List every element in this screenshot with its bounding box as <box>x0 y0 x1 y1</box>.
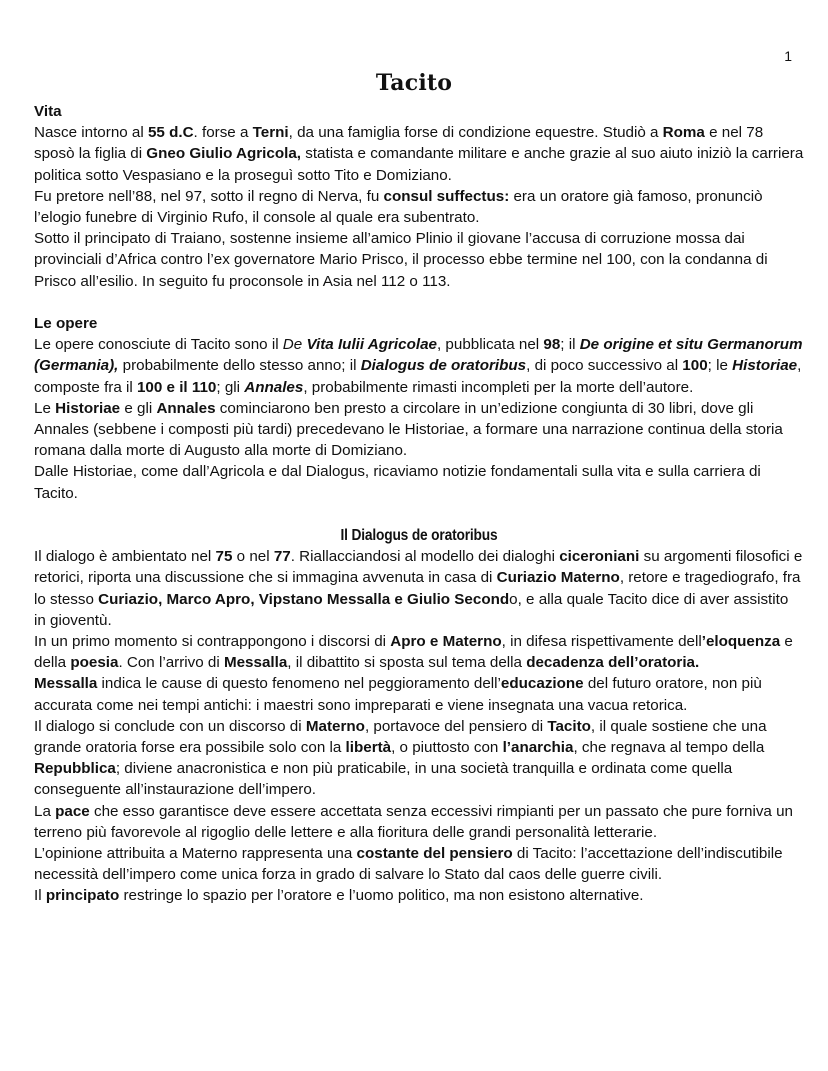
document-body <box>34 101 804 907</box>
paragraph: Nasce intorno al 55 d.C. forse a Terni, da una famiglia forse di condizione equestre. Studiò a Roma e nel 78 sposò la figlia di Gneo Giulio Agricola, statista e comandante militare e anche grazie al suo aiuto iniziò la carriera politica sotto Vespasiano e la proseguì sotto Tito e Domiziano. <box>34 124 804 184</box>
paragraph: Dalle Historiae, come dall’Agricola e dal Dialogus, ricaviamo notizie fondamentali sulla vita e sulla carriera di Tacito. <box>34 463 761 502</box>
page-number: 1 <box>784 48 792 64</box>
paragraph: Il dialogo è ambientato nel 75 o nel 77. Riallacciandosi al modello dei dialoghi ciceroniani su argomenti filosofici e retorici, riporta una discussione che si immagina avvenuta in casa di Curiazio Materno, retore e tragediografo, fra lo stesso Curiazio, Marco Apro, Vipstano Messalla e Giulio Secondo, e alla quale Tacito dice di aver assistito in gioventù. <box>34 548 803 629</box>
paragraph: Messalla indica le cause di questo fenomeno nel peggioramento dell’educazione del futuro oratore, non più accurata come nei tempi antichi: i maestri sono impreparati e viene insegnata una vacua retorica. <box>34 675 762 714</box>
paragraph: Il principato restringe lo spazio per l’oratore e l’uomo politico, ma non esistono alternative. <box>34 887 644 905</box>
paragraph: L’opinione attribuita a Materno rappresenta una costante del pensiero di Tacito: l’accettazione dell’indiscutibile necessità dell’impero come unica forza in grado di salvare lo Stato dal caos delle guerre civili. <box>34 845 783 884</box>
paragraph: Sotto il principato di Traiano, sostenne insieme all’amico Plinio il giovane l’accusa di corruzione mossa dai provinciali d’Africa contro l’ex governatore Mario Prisco, il processo ebbe termine nel 100, con la condanna di Prisco all’esilio. In seguito fu proconsole in Asia nel 112 o 113. <box>34 230 768 290</box>
paragraph: Le Historiae e gli Annales cominciarono ben presto a circolare in un’edizione congiunta di 30 libri, dove gli Annales (sebbene i composti più tardi) precedevano le Historiae, a formare una narrazione continua della storia romana dalla morte di Augusto alla morte di Domiziano. <box>34 399 783 460</box>
spacer <box>34 292 804 313</box>
section-heading-dialogus: Il Dialogus de oratoribus <box>340 527 498 545</box>
paragraph: In un primo momento si contrappongono i discorsi di Apro e Materno, in difesa rispettivamente dell’eloquenza e della poesia. Con l’arrivo di Messalla, il dibattito si sposta sul tema della decadenza dell’oratoria. <box>34 633 793 672</box>
paragraph: Il dialogo si conclude con un discorso di Materno, portavoce del pensiero di Tacito, il quale sostiene che una grande oratoria forse era possibile solo con la libertà, o piuttosto con l’anarchia, che regnava al tempo della Repubblica; diviene anacronistica e non più praticabile, in una società tranquilla e ordinata come quella conseguente all’instaurazione dell’impero. <box>34 717 767 799</box>
section-heading-opere: Le opere <box>34 315 98 333</box>
spacer <box>34 504 804 525</box>
paragraph: La pace che esso garantisce deve essere accettata senza eccessivi rimpianti per un passato che pure forniva un terreno più favorevole al rigoglio delle lettere e alla fioritura delle grandi personalità letterarie. <box>34 802 793 841</box>
document-title: Tacito <box>375 70 453 96</box>
paragraph: Le opere conosciute di Tacito sono il De Vita Iulii Agricolae, pubblicata nel 98; il De origine et situ Germanorum (Germania), probabilmente dello stesso anno; il Dialogus de oratoribus, di poco successivo al 100; le Historiae, composte fra il 100 e il 110; gli Annales, probabilmente rimasti incompleti per la morte dell’autore. <box>34 336 803 396</box>
paragraph: Fu pretore nell’88, nel 97, sotto il regno di Nerva, fu consul suffectus: era un oratore già famoso, pronunciò l’elogio funebre di Virginio Rufo, il console al quale era subentrato. <box>34 187 763 227</box>
section-heading-vita: Vita <box>34 103 62 120</box>
